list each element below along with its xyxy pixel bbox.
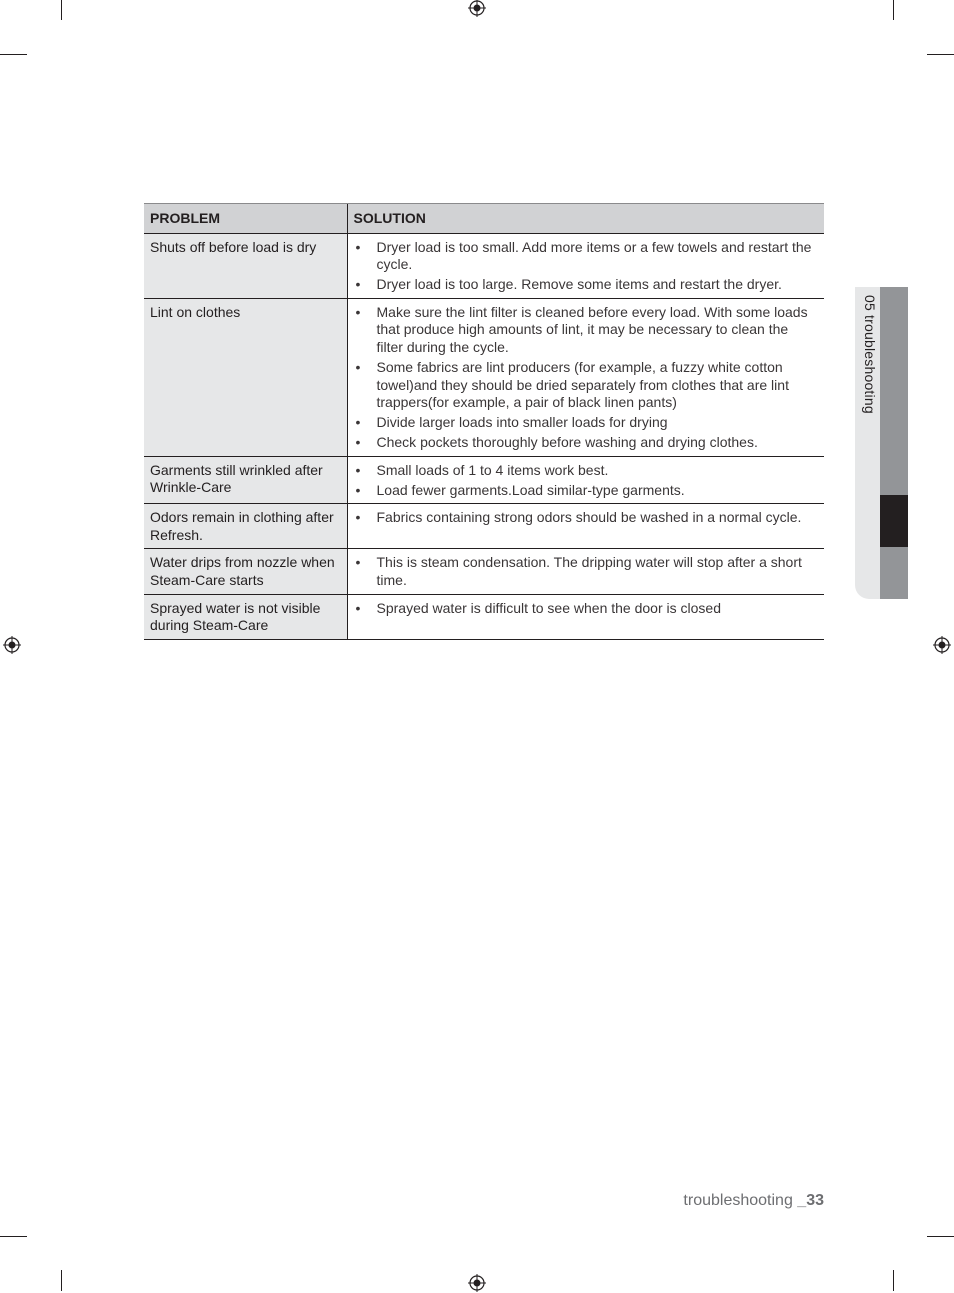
registration-mark-icon [467, 0, 487, 18]
troubleshooting-table [144, 203, 824, 640]
bullet-icon: • [355, 303, 361, 320]
crop-mark [927, 54, 954, 55]
bullet-icon: • [355, 481, 361, 498]
header-solution: SOLUTION [347, 204, 824, 234]
solution-item: • Make sure the lint filter is cleaned before every load. With some loads that produce high amounts of lint, it may be necessary to clean the filter during the cycle. [355, 303, 808, 355]
crop-mark [61, 1270, 62, 1291]
solution-item: • Dryer load is too small. Add more items or a few towels and restart the cycle. [355, 238, 812, 273]
solution-cell [347, 456, 824, 504]
table-row [144, 456, 824, 504]
problem-cell: Lint on clothes [144, 298, 347, 456]
footer-section: troubleshooting [683, 1192, 793, 1209]
bullet-icon: • [355, 276, 361, 293]
table-row [144, 298, 824, 456]
registration-mark-icon [932, 635, 952, 655]
crop-mark [0, 1236, 27, 1237]
bullet-icon: • [355, 599, 361, 616]
solution-cell [347, 549, 824, 594]
solution-cell [347, 233, 824, 298]
bullet-icon: • [355, 414, 361, 431]
bullet-icon: • [355, 238, 361, 255]
crop-mark [893, 1270, 894, 1291]
crop-mark [893, 0, 894, 20]
bullet-icon: • [355, 358, 361, 375]
header-problem: PROBLEM [144, 204, 347, 234]
solution-cell [347, 298, 824, 456]
bullet-icon: • [355, 434, 361, 451]
problem-cell: Shuts off before load is dry [144, 233, 347, 298]
bullet-icon: • [355, 461, 361, 478]
table-row [144, 594, 824, 639]
chapter-tab-label: 05 troubleshooting [862, 295, 878, 414]
solution-item: • This is steam condensation. The dripping water will stop after a short time. [355, 554, 802, 589]
page-footer [683, 1192, 824, 1210]
solution-cell [347, 504, 824, 549]
table-row [144, 549, 824, 594]
solution-item: • Dryer load is too large. Remove some items and restart the dryer. [355, 276, 782, 293]
table-header-row [144, 204, 824, 234]
problem-cell: Garments still wrinkled after Wrinkle-Care [144, 456, 347, 504]
solution-item: • Load fewer garments.Load similar-type garments. [355, 481, 685, 498]
chapter-tab-marker [880, 495, 908, 547]
registration-mark-icon [2, 635, 22, 655]
table-row [144, 504, 824, 549]
bullet-icon: • [355, 509, 361, 526]
registration-mark-icon [467, 1273, 487, 1293]
crop-mark [61, 0, 62, 20]
crop-mark [927, 1236, 954, 1237]
bullet-icon: • [355, 554, 361, 571]
solution-item: • Some fabrics are lint producers (for example, a fuzzy white cotton towel)and they should be dried separately from clothes that are lint trappers(for example, a pair of black linen pants) [355, 358, 789, 411]
solution-cell [347, 594, 824, 639]
problem-cell: Sprayed water is not visible during Steam-Care [144, 594, 347, 639]
solution-item: • Fabrics containing strong odors should be washed in a normal cycle. [355, 509, 802, 526]
table-row [144, 233, 824, 298]
problem-cell: Odors remain in clothing after Refresh. [144, 504, 347, 549]
page-number: _33 [797, 1192, 824, 1209]
solution-item: • Divide larger loads into smaller loads for drying [355, 414, 668, 431]
crop-mark [0, 54, 27, 55]
solution-item: • Sprayed water is difficult to see when the door is closed [355, 599, 721, 616]
solution-item: • Check pockets thoroughly before washing and drying clothes. [355, 434, 758, 451]
problem-cell: Water drips from nozzle when Steam-Care starts [144, 549, 347, 594]
solution-item: • Small loads of 1 to 4 items work best. [355, 461, 609, 478]
chapter-tab-bar [880, 287, 908, 599]
